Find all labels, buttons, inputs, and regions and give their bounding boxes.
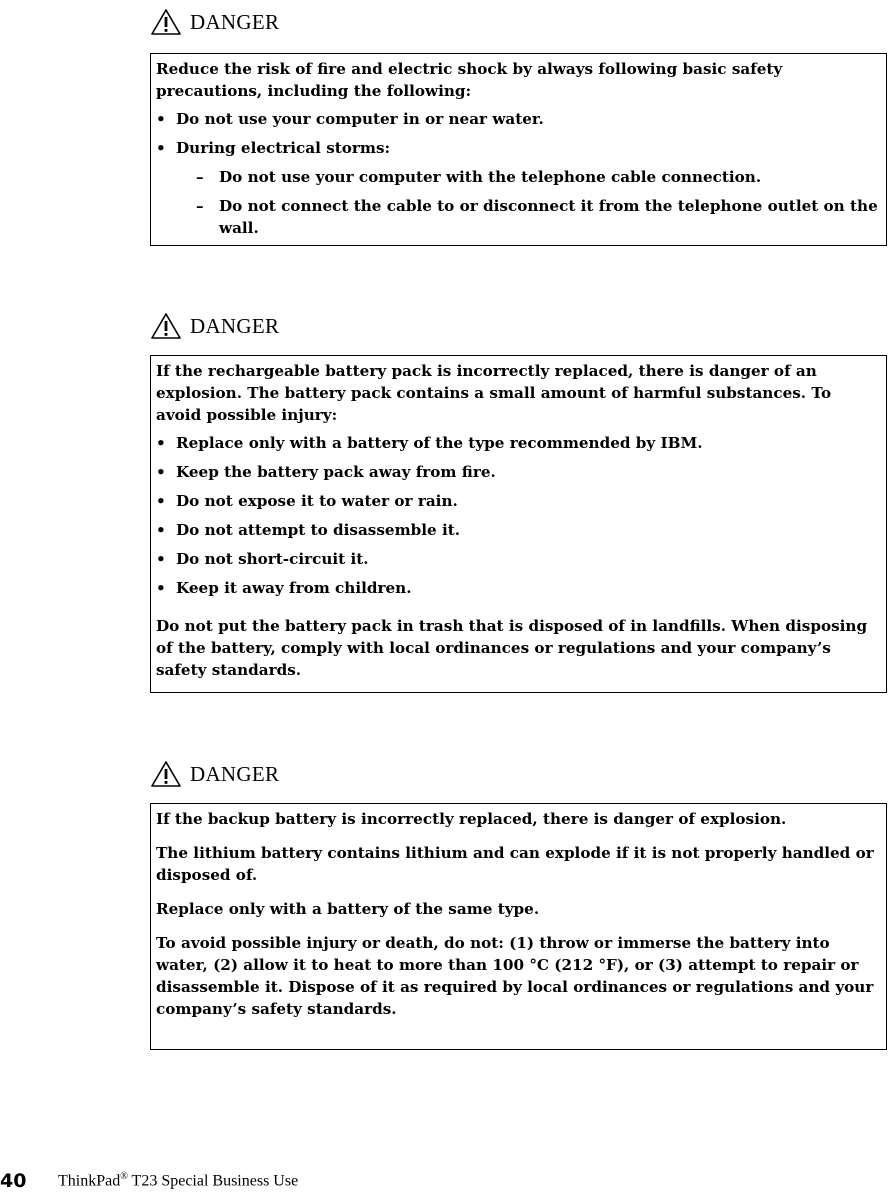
warning-triangle-icon (150, 760, 182, 788)
danger-box (150, 803, 887, 1050)
footer-title-rest: T23 Special Business Use (127, 1172, 299, 1190)
danger-paragraph: The lithium battery contains lithium and can explode if it is not properly handled or disposed of. (156, 844, 874, 884)
danger-intro: If the rechargeable battery pack is incorrectly replaced, there is danger of an explosion. The battery pack contains a small amount of harmful substances. To avoid possible injury: (156, 362, 832, 424)
sub-bullet-list (176, 166, 878, 239)
list-item: • Do not attempt to disassemble it. (156, 519, 878, 541)
list-item: – Do not connect the cable to or disconnect it from the telephone outlet on the wall. (176, 195, 878, 239)
registered-mark: ® (120, 1171, 128, 1183)
warning-triangle-icon (150, 8, 182, 36)
footer-product: ThinkPad (58, 1172, 121, 1190)
list-item: • Do not expose it to water or rain. (156, 490, 878, 512)
danger-title: DANGER (190, 313, 280, 338)
list-item (156, 137, 878, 239)
danger-paragraph: To avoid possible injury or death, do not: (1) throw or immerse the battery into water, (2) allow it to heat to more than 100 °C (212 °F), or (3) attempt to repair or disassemble it. Dispose of it as required by local ordinances or regulations and your company’s safety standards. (156, 934, 874, 1018)
list-item-text: During electrical storms: (176, 139, 391, 157)
danger-paragraph: If the backup battery is incorrectly replaced, there is danger of explosion. (156, 810, 787, 828)
danger-heading (150, 311, 279, 341)
list-item: • Keep it away from children. (156, 577, 878, 599)
danger-heading (150, 759, 279, 789)
warning-triangle-icon (150, 312, 182, 340)
danger-title: DANGER (190, 761, 280, 786)
page-number: 40 (0, 1170, 27, 1192)
list-item: • Keep the battery pack away from fire. (156, 461, 878, 483)
danger-paragraph: Replace only with a battery of the same type. (156, 900, 540, 918)
list-item: – Do not use your computer with the telephone cable connection. (176, 166, 878, 188)
bullet-list (156, 108, 878, 239)
danger-title: DANGER (190, 9, 280, 34)
list-item: • Do not use your computer in or near water. (156, 108, 878, 130)
page-footer (0, 1168, 298, 1194)
list-item: • Replace only with a battery of the type recommended by IBM. (156, 432, 878, 454)
danger-closing: Do not put the battery pack in trash that is disposed of in landfills. When disposing of the battery, comply with local ordinances or regulations and your company’s safety standards. (156, 617, 868, 679)
danger-intro: Reduce the risk of fire and electric shock by always following basic safety precautions, including the following: (156, 60, 783, 100)
list-item: • Do not short-circuit it. (156, 548, 878, 570)
footer-title (58, 1171, 298, 1190)
danger-heading (150, 7, 279, 37)
danger-box (150, 355, 887, 693)
danger-box (150, 53, 887, 246)
bullet-list (156, 432, 878, 599)
